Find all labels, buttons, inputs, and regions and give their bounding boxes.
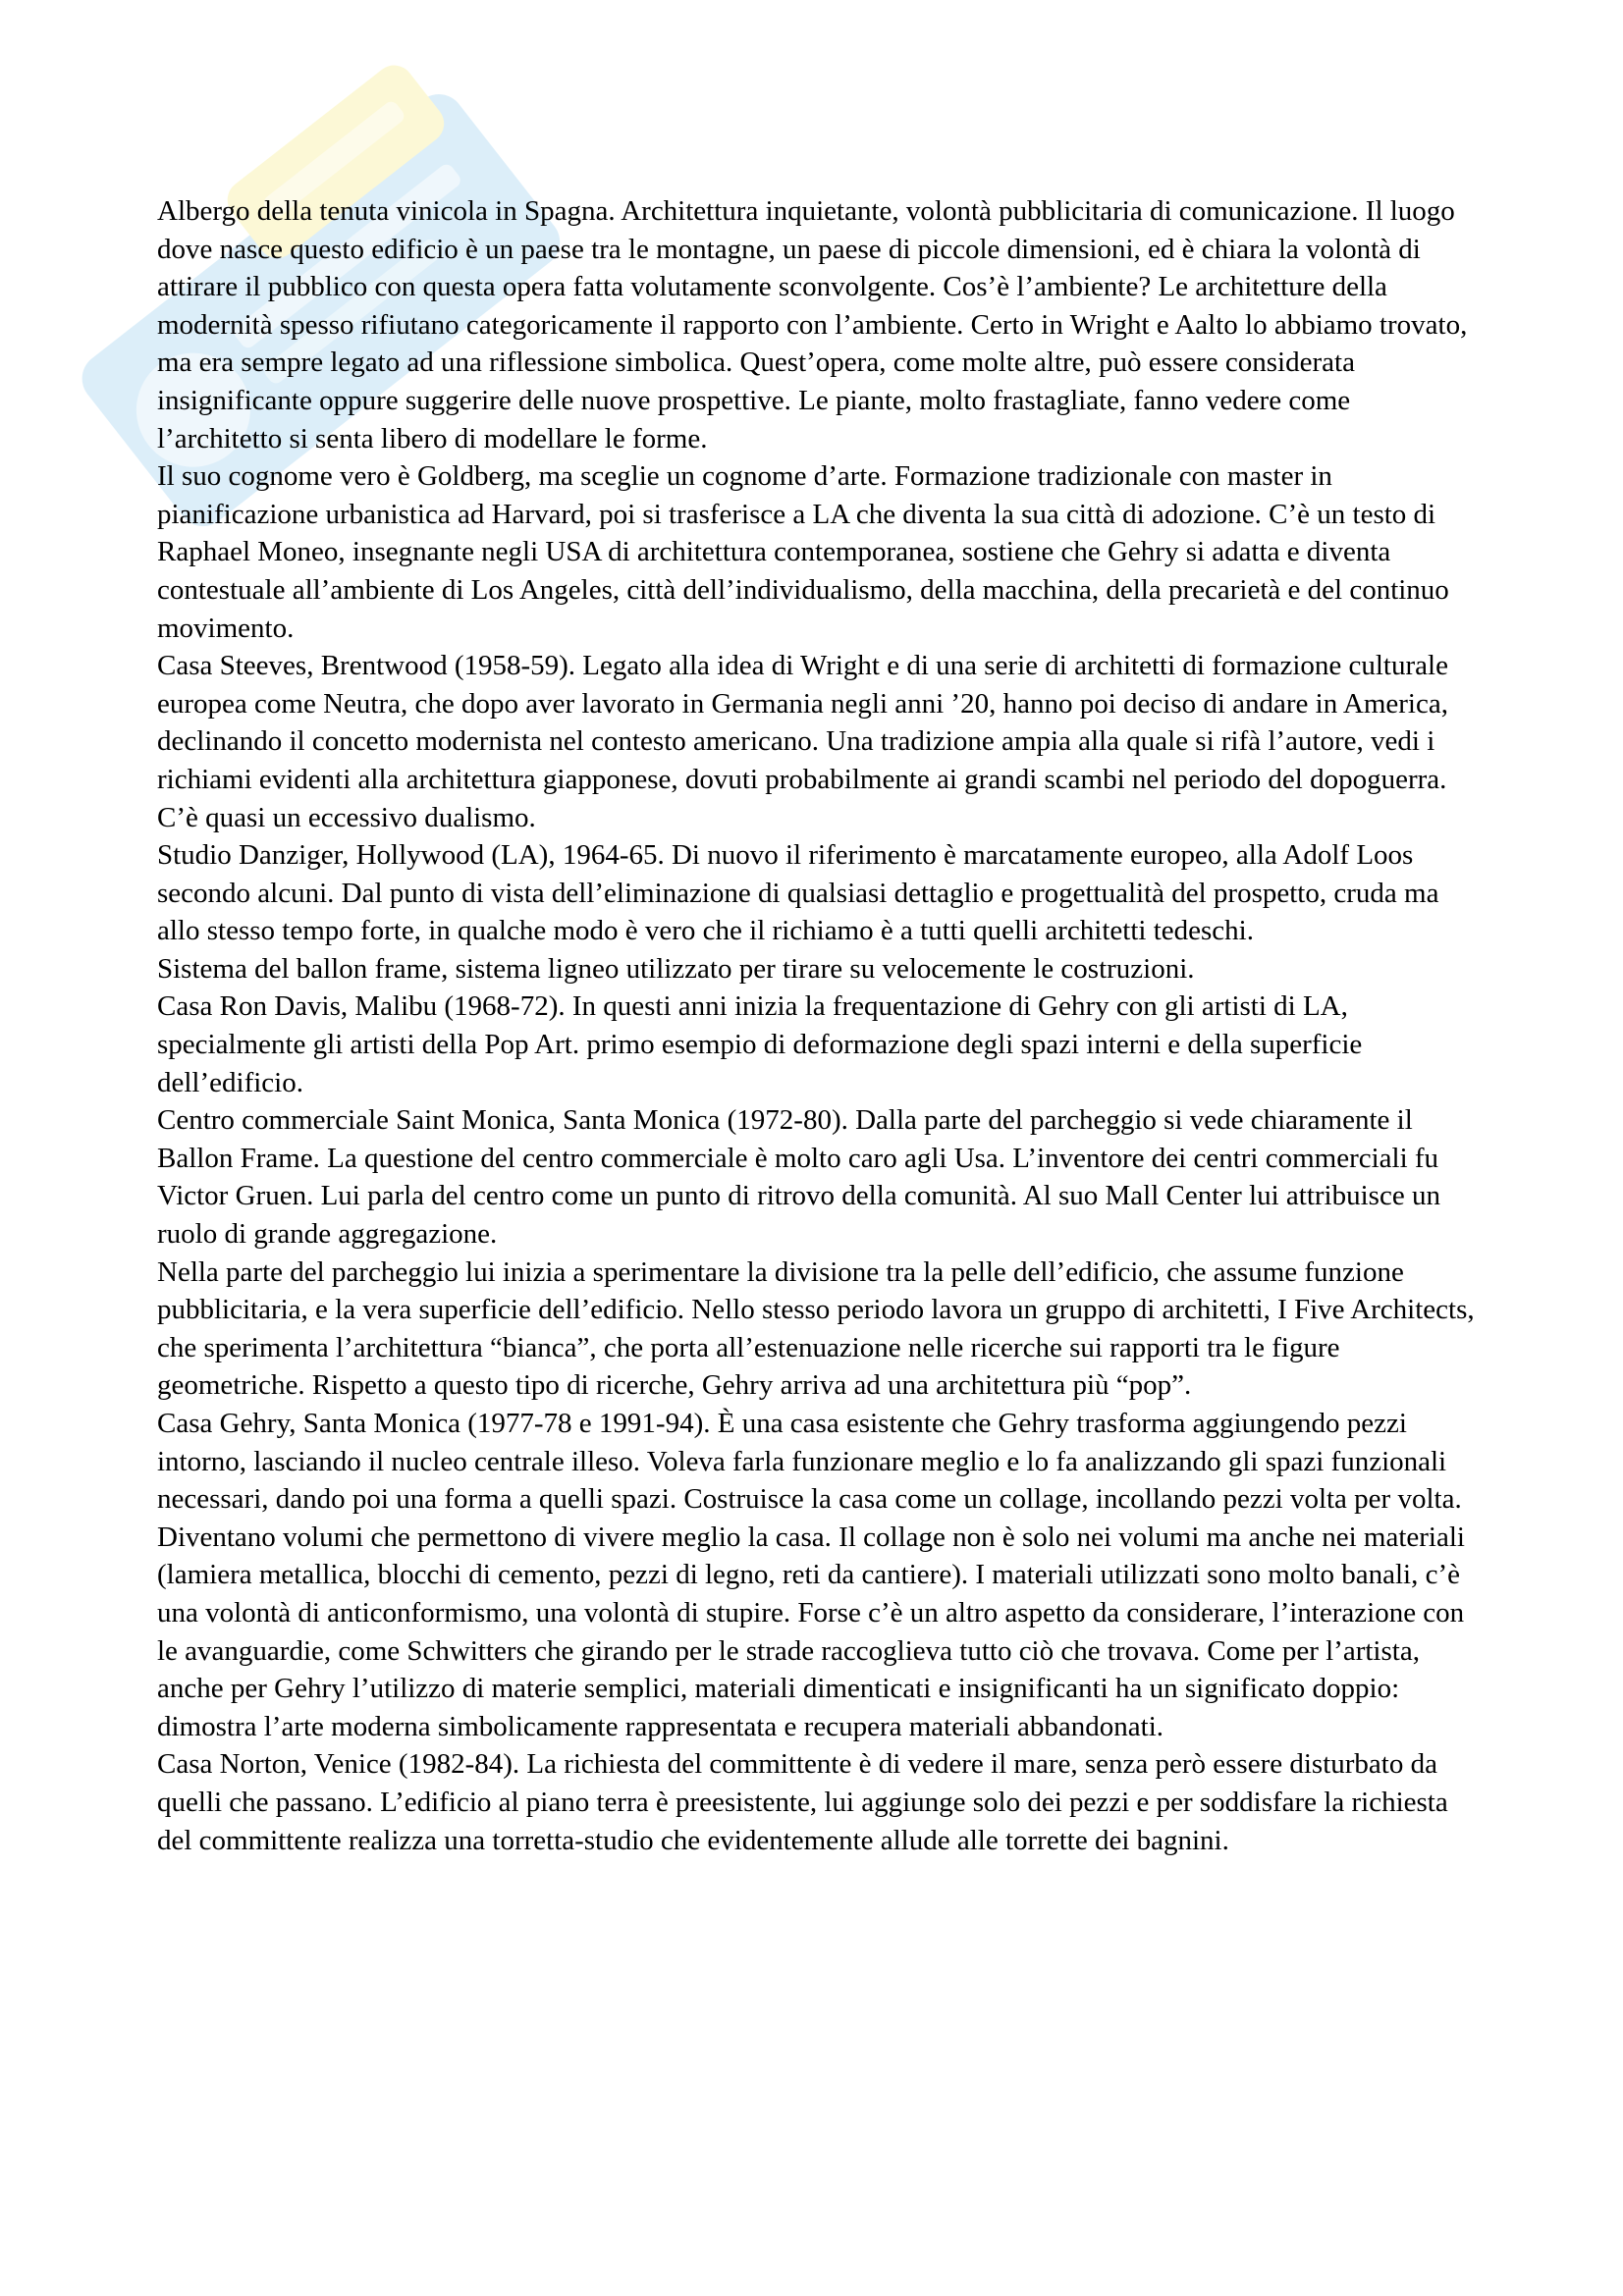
paragraph-goldberg: Il suo cognome vero è Goldberg, ma sceglie un cognome d’arte. Formazione tradizionale con master in pianificazione urbanistica ad Harvard, poi si trasferisce a LA che diventa la sua città di adozione. C’è un testo di Raphael Moneo, insegnante negli USA di architettura contemporanea, sostiene che Gehry si adatta e diventa contestuale all’ambiente di Los Angeles, città dell’individualismo, della macchina, della precarietà e del continuo movimento. <box>157 460 1449 644</box>
paragraph-casa-ron-davis: Casa Ron Davis, Malibu (1968-72). In questi anni inizia la frequentazione di Gehry con gli artisti di LA, specialmente gli artisti della Pop Art. primo esempio di deformazione degli spazi interni e della superficie dell’edificio. <box>157 990 1363 1098</box>
paragraph-casa-norton: Casa Norton, Venice (1982-84). La richiesta del committente è di vedere il mare, senza però essere disturbato da quelli che passano. L’edificio al piano terra è preesistente, lui aggiunge solo dei pezzi e per soddisfare la richiesta del committente realizza una torretta-studio che evidentemente allude alle torrette dei bagnini. <box>157 1748 1448 1856</box>
paragraph-casa-gehry: Casa Gehry, Santa Monica (1977-78 e 1991-94). È una casa esistente che Gehry trasforma aggiungendo pezzi intorno, lasciando il nucleo centrale illeso. Voleva farla funzionare meglio e lo fa analizzando gli spazi funzionali necessari, dando poi una forma a quelli spazi. Costruisce la casa come un collage, incollando pezzi volta per volta. Diventano volumi che permettono di vivere meglio la casa. Il collage non è solo nei volumi ma anche nei materiali (lamiera metallica, blocchi di cemento, pezzi di legno, reti da cantiere). I materiali utilizzati sono molto banali, c’è una volontà di anticonformismo, una volontà di stupire. Forse c’è un altro aspetto da considerare, l’interazione con le avanguardie, come Schwitters che girando per le strade raccoglieva tutto ciò che trovava. Come per l’artista, anche per Gehry l’utilizzo di materie semplici, materiali dimenticati e insignificanti ha un significato doppio: dimostra l’arte moderna simbolicamente rappresentata e recupera materiali abbandonati. <box>157 1408 1465 1742</box>
paragraph-ballon-frame: Sistema del ballon frame, sistema ligneo utilizzato per tirare su velocemente le costruzioni. <box>157 952 1195 985</box>
paragraph-parcheggio: Nella parte del parcheggio lui inizia a sperimentare la divisione tra la pelle dell’edificio, che assume funzione pubblicitaria, e la vera superficie dell’edificio. Nello stesso periodo lavora un gruppo di architetti, I Five Architects, che sperimenta l’architettura “bianca”, che porta all’estenuazione nelle ricerche sui rapporti tra le figure geometriche. Rispetto a questo tipo di ricerche, Gehry arriva ad una architettura più “pop”. <box>157 1255 1475 1402</box>
paragraph-albergo: Albergo della tenuta vinicola in Spagna. Architettura inquietante, volontà pubblicitaria di comunicazione. Il luogo dove nasce questo edificio è un paese tra le montagne, un paese di piccole dimensioni, ed è chiara la volontà di attirare il pubblico con questa opera fatta volutamente sconvolgente. Cos’è l’ambiente? Le architetture della modernità spesso rifiutano categoricamente il rapporto con l’ambiente. Certo in Wright e Aalto lo abbiamo trovato, ma era sempre legato ad una riflessione simbolica. Quest’opera, come molte altre, può essere considerata insignificante oppure suggerire delle nuove prospettive. Le piante, molto frastagliate, fanno vedere come l’architetto si senta libero di modellare le forme. <box>157 195 1468 454</box>
paragraph-casa-steeves: Casa Steeves, Brentwood (1958-59). Legato alla idea di Wright e di una serie di architetti di formazione culturale europea come Neutra, che dopo aver lavorato in Germania negli anni ’20, hanno poi deciso di andare in America, declinando il concetto modernista nel contesto americano. Una tradizione ampia alla quale si rifà l’autore, vedi i richiami evidenti alla architettura giapponese, dovuti probabilmente ai grandi scambi nel periodo del dopoguerra. C’è quasi un eccessivo dualismo. <box>157 650 1448 833</box>
paragraph-centro-commerciale: Centro commerciale Saint Monica, Santa Monica (1972-80). Dalla parte del parcheggio si vede chiaramente il Ballon Frame. La questione del centro commerciale è molto caro agli Usa. L’inventore dei centri commerciali fu Victor Gruen. Lui parla del centro come un punto di ritrovo della comunità. Al suo Mall Center lui attribuisce un ruolo di grande aggregazione. <box>157 1104 1440 1251</box>
paragraph-studio-danziger: Studio Danziger, Hollywood (LA), 1964-65. Di nuovo il riferimento è marcatamente europeo, alla Adolf Loos secondo alcuni. Dal punto di vista dell’eliminazione di qualsiasi dettaglio e progettualità del prospetto, cruda ma allo stesso tempo forte, in qualche modo è vero che il richiamo è a tutti quelli architetti tedeschi. <box>157 839 1439 947</box>
document-body <box>157 192 1478 1859</box>
